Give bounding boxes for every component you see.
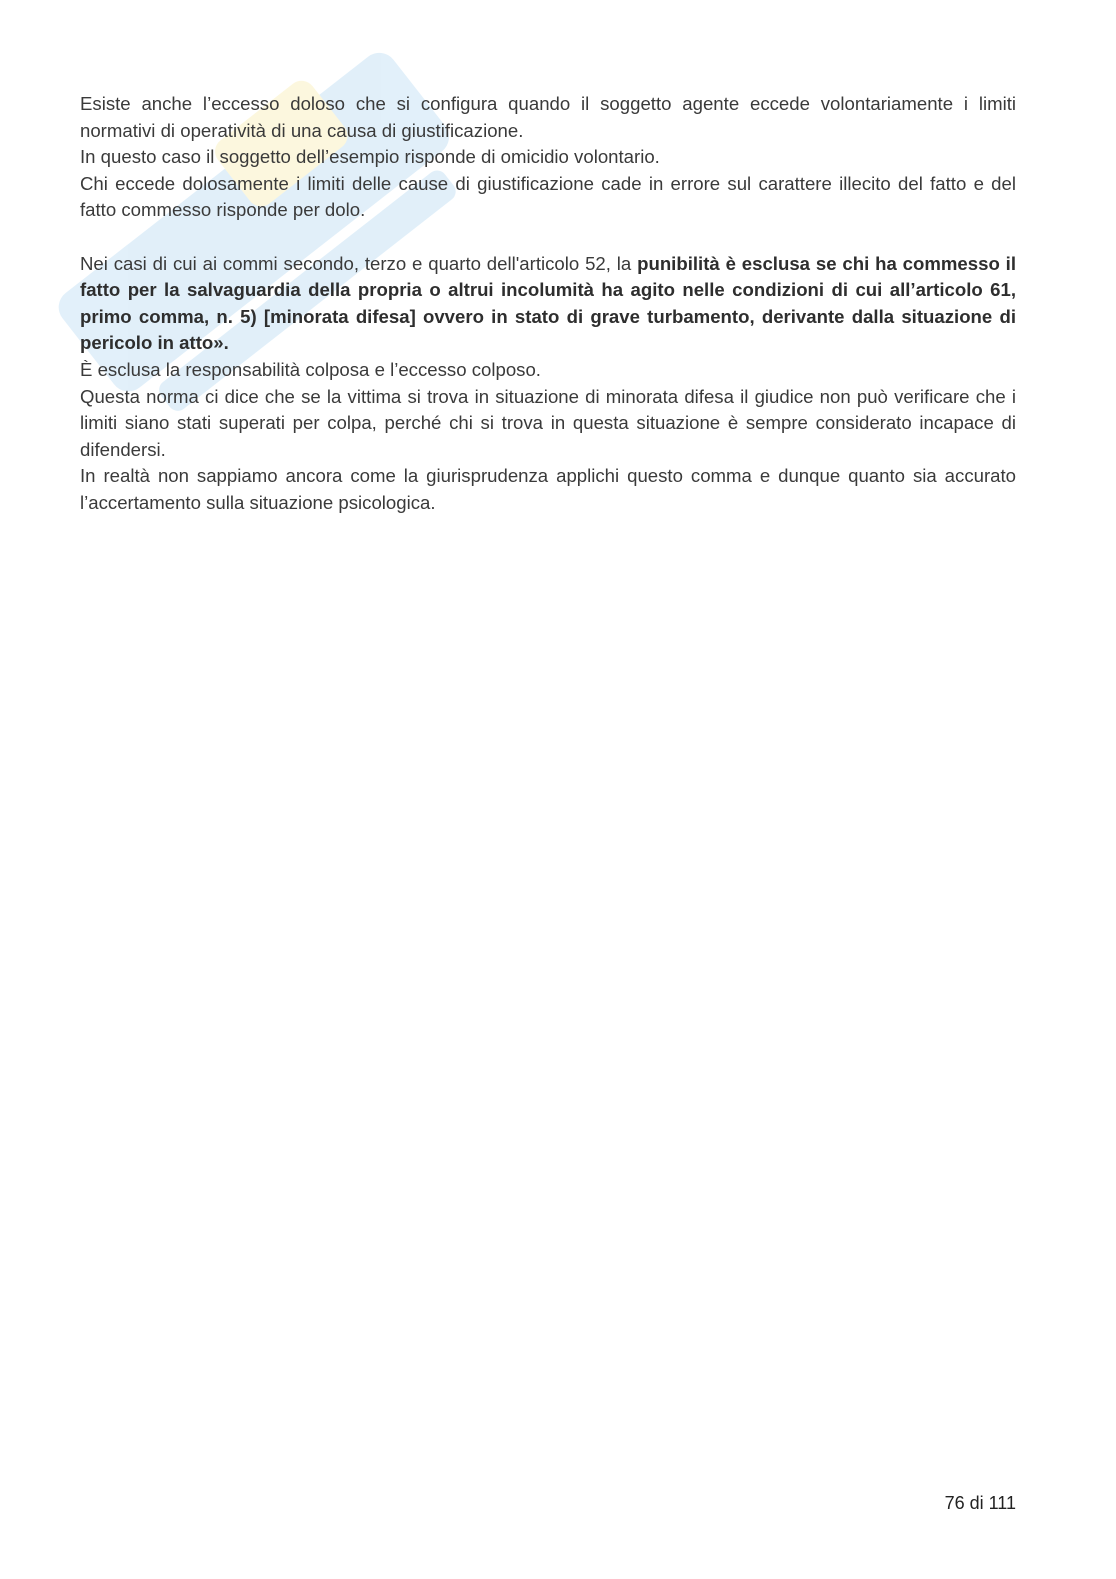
page-number: 76 di 111 <box>944 1493 1016 1513</box>
paragraph: Esiste anche l’eccesso doloso che si configura quando il soggetto agente eccede volontariamente i limiti normativi di operatività di una causa di giustificazione. <box>80 93 1016 141</box>
article-bold-text: punibilità è esclusa se chi ha commesso il fatto per la salvaguardia della propria o altrui incolumità ha agito nelle condizioni di cui all’articolo 61, primo comma, n. 5) [minorata difesa] ovvero in stato di grave turbamento, derivante dalla situazione di pericolo in atto». <box>80 252 1016 354</box>
paragraph: Questa norma ci dice che se la vittima si trova in situazione di minorata difesa il giudice non può verificare che i limiti siano stati superati per colpa, perché chi si trova in questa situazione è sempre considerato incapace di difendersi. <box>80 385 1016 460</box>
paragraph: In questo caso il soggetto dell’esempio risponde di omicidio volontario. <box>80 146 660 168</box>
paragraph-spacer <box>80 224 1016 251</box>
document-body <box>80 91 1016 517</box>
paragraph: È esclusa la responsabilità colposa e l’eccesso colposo. <box>80 358 541 380</box>
paragraph: In realtà non sappiamo ancora come la giurisprudenza applichi questo comma e dunque quanto sia accurato l’accertamento sulla situazione psicologica. <box>80 465 1016 513</box>
paragraph: Chi eccede dolosamente i limiti delle cause di giustificazione cade in errore sul carattere illecito del fatto e del fatto commesso risponde per dolo. <box>80 172 1016 221</box>
article-quote-paragraph <box>80 251 1016 357</box>
article-intro-text: Nei casi di cui ai commi secondo, terzo e quarto dell'articolo 52, la <box>80 252 638 274</box>
